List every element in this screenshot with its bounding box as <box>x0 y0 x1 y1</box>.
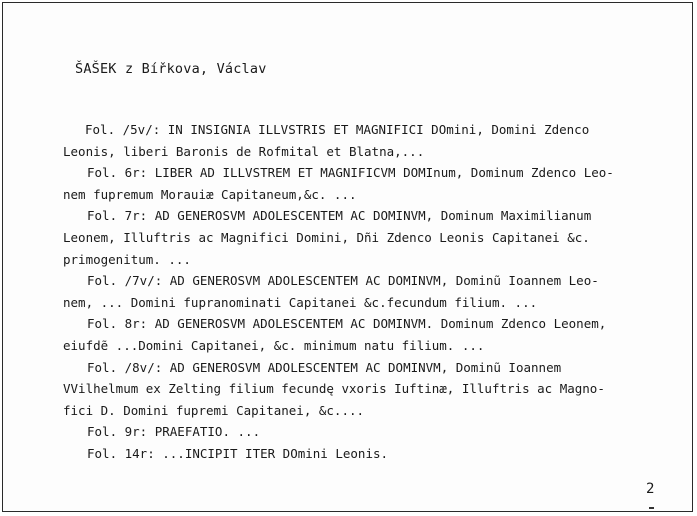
entry-line: Leonis, liberi Baronis de Rofmital et Blatna,... <box>63 143 425 159</box>
entry-line: fici D. Domini fupremi Capitanei, &c.... <box>63 402 365 418</box>
entry-line: Fol. 6r: LIBER AD ILLVSTREM ET MAGNIFICVM DOMInum, Dominum Zdenco Leo- <box>87 165 614 181</box>
entry-line: Leonem, Illuftris ac Magnifici Domini, Dñi Zdenco Leonis Capitanei &c. <box>63 229 590 245</box>
entry-line: primogenitum. ... <box>63 251 191 267</box>
entry-line: Fol. /5v/: IN INSIGNIA ILLVSTRIS ET MAGNIFICI DOmini, Domini Zdenco <box>85 122 590 137</box>
entry-line: Fol. /7v/: AD GENEROSVM ADOLESCENTEM AC DOMINVM, Dominũ Ioannem Leo- <box>87 273 599 289</box>
entry-line: Fol. 7r: AD GENEROSVM ADOLESCENTEM AC DOMINVM, Dominum Maximilianum <box>87 208 592 224</box>
entry-line: nem, ... Domini fupranominati Capitanei &c.fecundum filium. ... <box>63 294 538 310</box>
card-entries <box>63 119 673 465</box>
entry-line: eiufdẽ ...Domini Capitanei, &c. minimum natu filium. ... <box>63 337 485 353</box>
entry-line: Fol. 8r: AD GENEROSVM ADOLESCENTEM AC DOMINVM. Dominum Zdenco Leonem, <box>87 316 607 332</box>
entry-line: VVilhelmum ex Zelting filium fecundę vxoris Iuftinæ, Illuftris ac Magno- <box>63 381 605 397</box>
card-heading: ŠAŠEK z Bířkova, Václav <box>75 61 267 77</box>
entry-line: nem fupremum Morauiæ Capitaneum,&c. ... <box>63 186 357 202</box>
page-number: 2 <box>646 481 655 497</box>
entry-line: Fol. /8v/: AD GENEROSVM ADOLESCENTEM AC DOMINVM, Dominũ Ioannem <box>87 359 562 375</box>
pen-mark <box>649 507 654 509</box>
entry-line: Fol. 14r: ...INCIPIT ITER DOmini Leonis. <box>87 445 389 461</box>
catalog-card <box>2 2 693 512</box>
entry-line: Fol. 9r: PRAEFATIO. ... <box>87 424 261 440</box>
